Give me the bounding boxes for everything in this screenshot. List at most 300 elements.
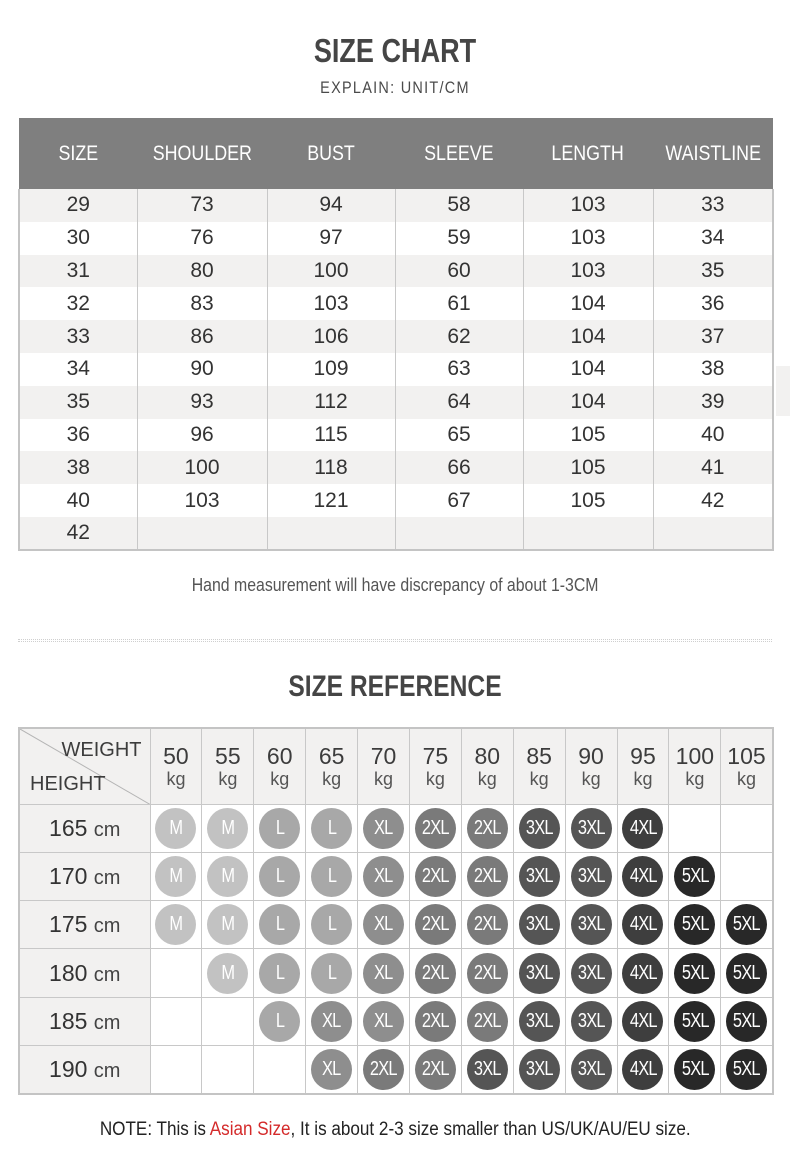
- size-badge-label: M: [221, 816, 235, 839]
- table-cell-waistline: 35: [653, 255, 773, 288]
- weight-header-100: [669, 728, 721, 804]
- size-badge: [571, 856, 612, 897]
- size-badge: [674, 1001, 715, 1042]
- size-badge-label: M: [169, 816, 183, 839]
- size-cell: [617, 852, 669, 900]
- size-badge-label: M: [169, 864, 183, 887]
- size-cell: [306, 949, 358, 997]
- height-unit: cm: [93, 866, 121, 889]
- size-badge-label: L: [275, 864, 284, 887]
- size-cell: [202, 997, 254, 1045]
- size-badge: [519, 856, 560, 897]
- size-cell: [150, 901, 202, 949]
- weight-unit: kg: [270, 769, 290, 790]
- size-badge-label: 3XL: [525, 913, 553, 936]
- size-chart-header-row: [19, 118, 773, 189]
- size-badge: [622, 1001, 663, 1042]
- size-chart-table: [18, 118, 774, 551]
- size-badge-label: 4XL: [629, 864, 657, 887]
- size-badge-label: 5XL: [733, 1009, 760, 1032]
- size-badge: [363, 1049, 404, 1090]
- weight-value: 105: [727, 743, 766, 770]
- height-label-cell: [19, 804, 150, 852]
- size-badge-label: L: [275, 1009, 284, 1032]
- weight-value: 70: [370, 743, 397, 770]
- size-badge: [363, 904, 404, 945]
- table-cell-sleeve: 62: [395, 320, 523, 353]
- size-badge: [363, 856, 404, 897]
- table-cell-length: 104: [523, 353, 653, 386]
- weight-unit: kg: [322, 769, 342, 790]
- size-cell: [513, 804, 565, 852]
- size-cell: [202, 949, 254, 997]
- size-badge-label: 3XL: [577, 864, 605, 887]
- height-value: 180: [49, 959, 88, 986]
- size-badge-label: 3XL: [577, 1009, 605, 1032]
- size-badge: [415, 1049, 456, 1090]
- table-cell-sleeve: 59: [395, 222, 523, 255]
- size-badge: [415, 1001, 456, 1042]
- weight-header-70: [358, 728, 410, 804]
- size-badge: [155, 808, 196, 849]
- table-cell-length: 104: [523, 320, 653, 353]
- table-cell-sleeve: 65: [395, 419, 523, 452]
- size-cell: [358, 901, 410, 949]
- weight-value: 50: [163, 743, 189, 770]
- weight-header-80: [461, 728, 513, 804]
- size-badge: [674, 953, 715, 994]
- table-cell-length: 105: [523, 451, 653, 484]
- size-cell: [409, 852, 461, 900]
- size-chart-body: [19, 189, 773, 550]
- size-badge: [467, 808, 508, 849]
- column-header-length: [523, 118, 653, 189]
- height-value: 185: [49, 1007, 88, 1034]
- table-cell-sleeve: 66: [395, 451, 523, 484]
- size-badge: [259, 856, 300, 897]
- height-row-175: [19, 901, 773, 949]
- table-cell-waistline: 40: [653, 419, 773, 452]
- size-badge-label: XL: [374, 1009, 393, 1032]
- size-badge: [207, 856, 248, 897]
- table-cell-shoulder: 90: [137, 353, 267, 386]
- size-badge: [622, 808, 663, 849]
- size-badge-label: 2XL: [422, 864, 449, 887]
- size-badge-label: 2XL: [473, 816, 501, 839]
- size-cell: [461, 997, 513, 1045]
- size-badge: [259, 1001, 300, 1042]
- size-chart-title: SIZE CHART: [313, 32, 477, 69]
- size-badge-label: 3XL: [473, 1057, 501, 1080]
- size-badge: [311, 953, 352, 994]
- table-row: [19, 189, 773, 222]
- table-cell-size: 42: [19, 517, 137, 550]
- size-cell: [461, 804, 513, 852]
- size-badge-label: XL: [374, 913, 393, 936]
- weight-header-95: [617, 728, 669, 804]
- size-badge: [726, 1001, 767, 1042]
- size-cell: [461, 949, 513, 997]
- height-unit: cm: [93, 818, 121, 841]
- size-cell: [358, 997, 410, 1045]
- side-tab-decoration: [776, 366, 790, 416]
- table-row: [19, 517, 773, 550]
- size-badge-label: L: [275, 913, 284, 936]
- size-badge: [622, 904, 663, 945]
- weight-value: 90: [578, 743, 604, 770]
- measurement-note-text: Hand measurement will have discrepancy of about 1-3CM: [191, 575, 599, 595]
- size-cell: [721, 997, 773, 1045]
- table-cell-sleeve: 60: [395, 255, 523, 288]
- size-badge: [726, 1049, 767, 1090]
- size-badge-label: 5XL: [681, 961, 709, 984]
- table-cell-waistline: 39: [653, 386, 773, 419]
- size-cell: [565, 901, 617, 949]
- table-cell-shoulder: [137, 517, 267, 550]
- table-cell-size: 40: [19, 484, 137, 517]
- size-cell: [306, 1045, 358, 1093]
- height-value: 175: [49, 911, 88, 938]
- size-cell: [409, 1045, 461, 1093]
- size-cell: [150, 1045, 202, 1093]
- size-cell: [721, 804, 773, 852]
- height-row-170: [19, 852, 773, 900]
- height-value: 190: [49, 1055, 88, 1082]
- size-badge: [311, 904, 352, 945]
- size-cell: [254, 852, 306, 900]
- column-header-label: SHOULDER: [152, 141, 252, 165]
- size-cell: [617, 804, 669, 852]
- weight-header-85: [513, 728, 565, 804]
- table-cell-bust: 103: [267, 287, 395, 320]
- table-row: [19, 386, 773, 419]
- size-cell: [669, 997, 721, 1045]
- weight-unit: kg: [633, 769, 653, 790]
- size-badge-label: XL: [374, 864, 393, 887]
- table-cell-sleeve: 64: [395, 386, 523, 419]
- size-cell: [669, 1045, 721, 1093]
- table-cell-bust: 94: [267, 189, 395, 222]
- size-cell: [150, 949, 202, 997]
- height-row-185: [19, 997, 773, 1045]
- table-cell-shoulder: 80: [137, 255, 267, 288]
- weight-header-90: [565, 728, 617, 804]
- size-badge: [674, 856, 715, 897]
- note-suffix: , It is about 2-3 size smaller than US/UK/AU/EU size.: [290, 1119, 691, 1140]
- size-badge: [467, 904, 508, 945]
- table-cell-size: 34: [19, 353, 137, 386]
- size-badge-label: 5XL: [733, 913, 760, 936]
- size-badge: [467, 1049, 508, 1090]
- size-badge: [415, 808, 456, 849]
- table-cell-shoulder: 73: [137, 189, 267, 222]
- size-cell: [409, 997, 461, 1045]
- size-badge: [519, 904, 560, 945]
- size-badge-label: M: [221, 913, 235, 936]
- size-cell: [565, 997, 617, 1045]
- table-cell-size: 36: [19, 419, 137, 452]
- size-badge: [519, 1049, 560, 1090]
- size-badge: [311, 808, 352, 849]
- size-badge: [726, 904, 767, 945]
- table-cell-length: 103: [523, 255, 653, 288]
- column-header-bust: [267, 118, 395, 189]
- size-badge: [571, 1049, 612, 1090]
- table-cell-bust: 112: [267, 386, 395, 419]
- size-badge: [207, 953, 248, 994]
- size-badge: [363, 1001, 404, 1042]
- weight-value: 80: [474, 743, 501, 770]
- table-row: [19, 287, 773, 320]
- size-cell: [358, 852, 410, 900]
- table-cell-sleeve: 67: [395, 484, 523, 517]
- size-badge-label: 3XL: [525, 961, 553, 984]
- size-badge: [519, 808, 560, 849]
- size-badge-label: XL: [374, 961, 393, 984]
- size-cell: [409, 901, 461, 949]
- size-badge: [311, 1049, 352, 1090]
- size-cell: [254, 997, 306, 1045]
- size-reference-header-row: [19, 728, 773, 804]
- size-badge: [415, 904, 456, 945]
- column-header-label: WAISTLINE: [665, 141, 761, 165]
- size-cell: [513, 852, 565, 900]
- size-badge-label: 2XL: [473, 913, 501, 936]
- note-highlight: Asian Size: [209, 1119, 291, 1140]
- size-reference-body: [19, 804, 773, 1094]
- size-badge-label: 3XL: [525, 1057, 553, 1080]
- size-badge-label: 2XL: [370, 1057, 397, 1080]
- height-unit: cm: [93, 915, 121, 938]
- size-cell: [669, 901, 721, 949]
- size-badge: [467, 1001, 508, 1042]
- size-badge: [415, 856, 456, 897]
- size-cell: [306, 901, 358, 949]
- weight-header-60: [254, 728, 306, 804]
- size-chart-subtitle: EXPLAIN: UNIT/CM: [320, 78, 470, 97]
- size-badge: [622, 856, 663, 897]
- table-cell-bust: 100: [267, 255, 395, 288]
- size-reference-title: SIZE REFERENCE: [288, 670, 502, 703]
- size-badge-label: 5XL: [681, 1057, 709, 1080]
- size-cell: [150, 997, 202, 1045]
- table-cell-waistline: 42: [653, 484, 773, 517]
- size-cell: [306, 997, 358, 1045]
- size-badge-label: 3XL: [577, 1057, 605, 1080]
- size-badge: [207, 904, 248, 945]
- size-badge-label: 5XL: [733, 1057, 760, 1080]
- weight-value: 100: [675, 743, 715, 770]
- size-badge-label: 5XL: [681, 913, 709, 936]
- weight-unit: kg: [736, 769, 756, 790]
- size-cell: [461, 852, 513, 900]
- height-unit: cm: [93, 963, 121, 986]
- size-cell: [358, 804, 410, 852]
- size-badge-label: L: [327, 816, 336, 839]
- weight-header-50: [150, 728, 202, 804]
- size-badge: [415, 953, 456, 994]
- size-badge: [259, 953, 300, 994]
- size-badge: [674, 1049, 715, 1090]
- size-badge: [155, 904, 196, 945]
- size-badge-label: 5XL: [733, 961, 760, 984]
- size-badge-label: 5XL: [681, 864, 709, 887]
- weight-unit: kg: [581, 769, 601, 790]
- size-badge: [259, 808, 300, 849]
- table-cell-shoulder: 103: [137, 484, 267, 517]
- height-row-165: [19, 804, 773, 852]
- table-cell-waistline: 34: [653, 222, 773, 255]
- size-badge-label: 2XL: [473, 1009, 501, 1032]
- table-cell-length: 103: [523, 222, 653, 255]
- size-reference-table: [18, 727, 774, 1095]
- size-badge-label: 5XL: [681, 1009, 709, 1032]
- column-header-sleeve: [395, 118, 523, 189]
- size-cell: [254, 1045, 306, 1093]
- size-cell: [669, 852, 721, 900]
- size-badge: [726, 953, 767, 994]
- size-cell: [254, 901, 306, 949]
- table-cell-sleeve: 61: [395, 287, 523, 320]
- weight-unit: kg: [477, 769, 497, 790]
- weight-value: 95: [630, 743, 656, 770]
- size-badge: [363, 953, 404, 994]
- size-cell: [150, 852, 202, 900]
- size-cell: [721, 1045, 773, 1093]
- size-cell: [202, 901, 254, 949]
- table-row: [19, 320, 773, 353]
- size-badge-label: XL: [374, 816, 393, 839]
- size-badge: [571, 808, 612, 849]
- size-badge-label: 3XL: [577, 913, 605, 936]
- height-label-cell: [19, 997, 150, 1045]
- size-badge: [571, 953, 612, 994]
- size-cell: [565, 804, 617, 852]
- size-cell: [306, 804, 358, 852]
- size-cell: [409, 804, 461, 852]
- size-badge-label: 3XL: [577, 961, 605, 984]
- weight-axis-label: WEIGHT: [61, 739, 142, 761]
- table-cell-bust: 106: [267, 320, 395, 353]
- height-unit: cm: [93, 1011, 121, 1034]
- corner-cell: [19, 728, 150, 804]
- table-cell-length: 104: [523, 287, 653, 320]
- size-cell: [617, 1045, 669, 1093]
- table-cell-size: 30: [19, 222, 137, 255]
- size-badge-label: 3XL: [525, 816, 553, 839]
- size-badge-label: XL: [322, 1009, 341, 1032]
- table-cell-length: 105: [523, 419, 653, 452]
- height-row-190: [19, 1045, 773, 1093]
- weight-header-105: [721, 728, 773, 804]
- asian-size-note: [0, 1119, 790, 1141]
- size-badge-label: 4XL: [629, 913, 657, 936]
- size-badge: [519, 953, 560, 994]
- table-cell-sleeve: 58: [395, 189, 523, 222]
- table-cell-bust: [267, 517, 395, 550]
- table-cell-waistline: 33: [653, 189, 773, 222]
- weight-unit: kg: [166, 769, 186, 790]
- table-row: [19, 451, 773, 484]
- column-header-shoulder: [137, 118, 267, 189]
- size-cell: [721, 852, 773, 900]
- table-cell-bust: 97: [267, 222, 395, 255]
- table-cell-bust: 121: [267, 484, 395, 517]
- size-cell: [202, 1045, 254, 1093]
- table-cell-shoulder: 93: [137, 386, 267, 419]
- size-badge-label: 2XL: [473, 864, 501, 887]
- size-cell: [669, 949, 721, 997]
- table-cell-length: [523, 517, 653, 550]
- height-row-180: [19, 949, 773, 997]
- table-cell-size: 29: [19, 189, 137, 222]
- size-badge: [571, 904, 612, 945]
- size-cell: [565, 852, 617, 900]
- weight-unit: kg: [218, 769, 238, 790]
- size-badge: [467, 856, 508, 897]
- size-badge: [363, 808, 404, 849]
- weight-value: 55: [215, 743, 241, 770]
- weight-unit: kg: [529, 769, 549, 790]
- size-cell: [513, 901, 565, 949]
- table-row: [19, 484, 773, 517]
- size-badge-label: 3XL: [525, 1009, 553, 1032]
- table-row: [19, 419, 773, 452]
- weight-value: 75: [422, 743, 449, 770]
- measurement-note: [0, 575, 790, 596]
- weight-header-55: [202, 728, 254, 804]
- size-badge-label: 4XL: [629, 816, 657, 839]
- height-axis-label: HEIGHT: [30, 772, 106, 795]
- size-badge-label: 2XL: [422, 816, 449, 839]
- size-badge: [622, 953, 663, 994]
- table-cell-length: 104: [523, 386, 653, 419]
- size-badge-label: 4XL: [629, 1057, 657, 1080]
- size-cell: [513, 949, 565, 997]
- size-badge: [155, 856, 196, 897]
- height-label-cell: [19, 949, 150, 997]
- table-cell-sleeve: 63: [395, 353, 523, 386]
- size-badge-label: 2XL: [422, 913, 449, 936]
- note-prefix: NOTE: This is: [99, 1119, 210, 1140]
- size-cell: [721, 949, 773, 997]
- weight-header-75: [409, 728, 461, 804]
- size-badge-label: 4XL: [629, 961, 657, 984]
- table-row: [19, 222, 773, 255]
- table-cell-length: 105: [523, 484, 653, 517]
- column-header-size: [19, 118, 137, 189]
- size-cell: [565, 1045, 617, 1093]
- size-badge-label: L: [275, 816, 284, 839]
- weight-unit: kg: [425, 769, 445, 790]
- weight-header-65: [306, 728, 358, 804]
- size-cell: [254, 804, 306, 852]
- size-cell: [721, 901, 773, 949]
- table-cell-waistline: [653, 517, 773, 550]
- table-cell-length: 103: [523, 189, 653, 222]
- column-header-label: SIZE: [58, 141, 98, 165]
- size-cell: [461, 901, 513, 949]
- size-cell: [202, 804, 254, 852]
- table-cell-waistline: 41: [653, 451, 773, 484]
- size-cell: [254, 949, 306, 997]
- weight-value: 85: [526, 743, 552, 770]
- size-badge: [674, 904, 715, 945]
- height-label-cell: [19, 1045, 150, 1093]
- weight-unit: kg: [374, 769, 394, 790]
- section-divider: [18, 639, 772, 642]
- size-badge-label: 3XL: [525, 864, 553, 887]
